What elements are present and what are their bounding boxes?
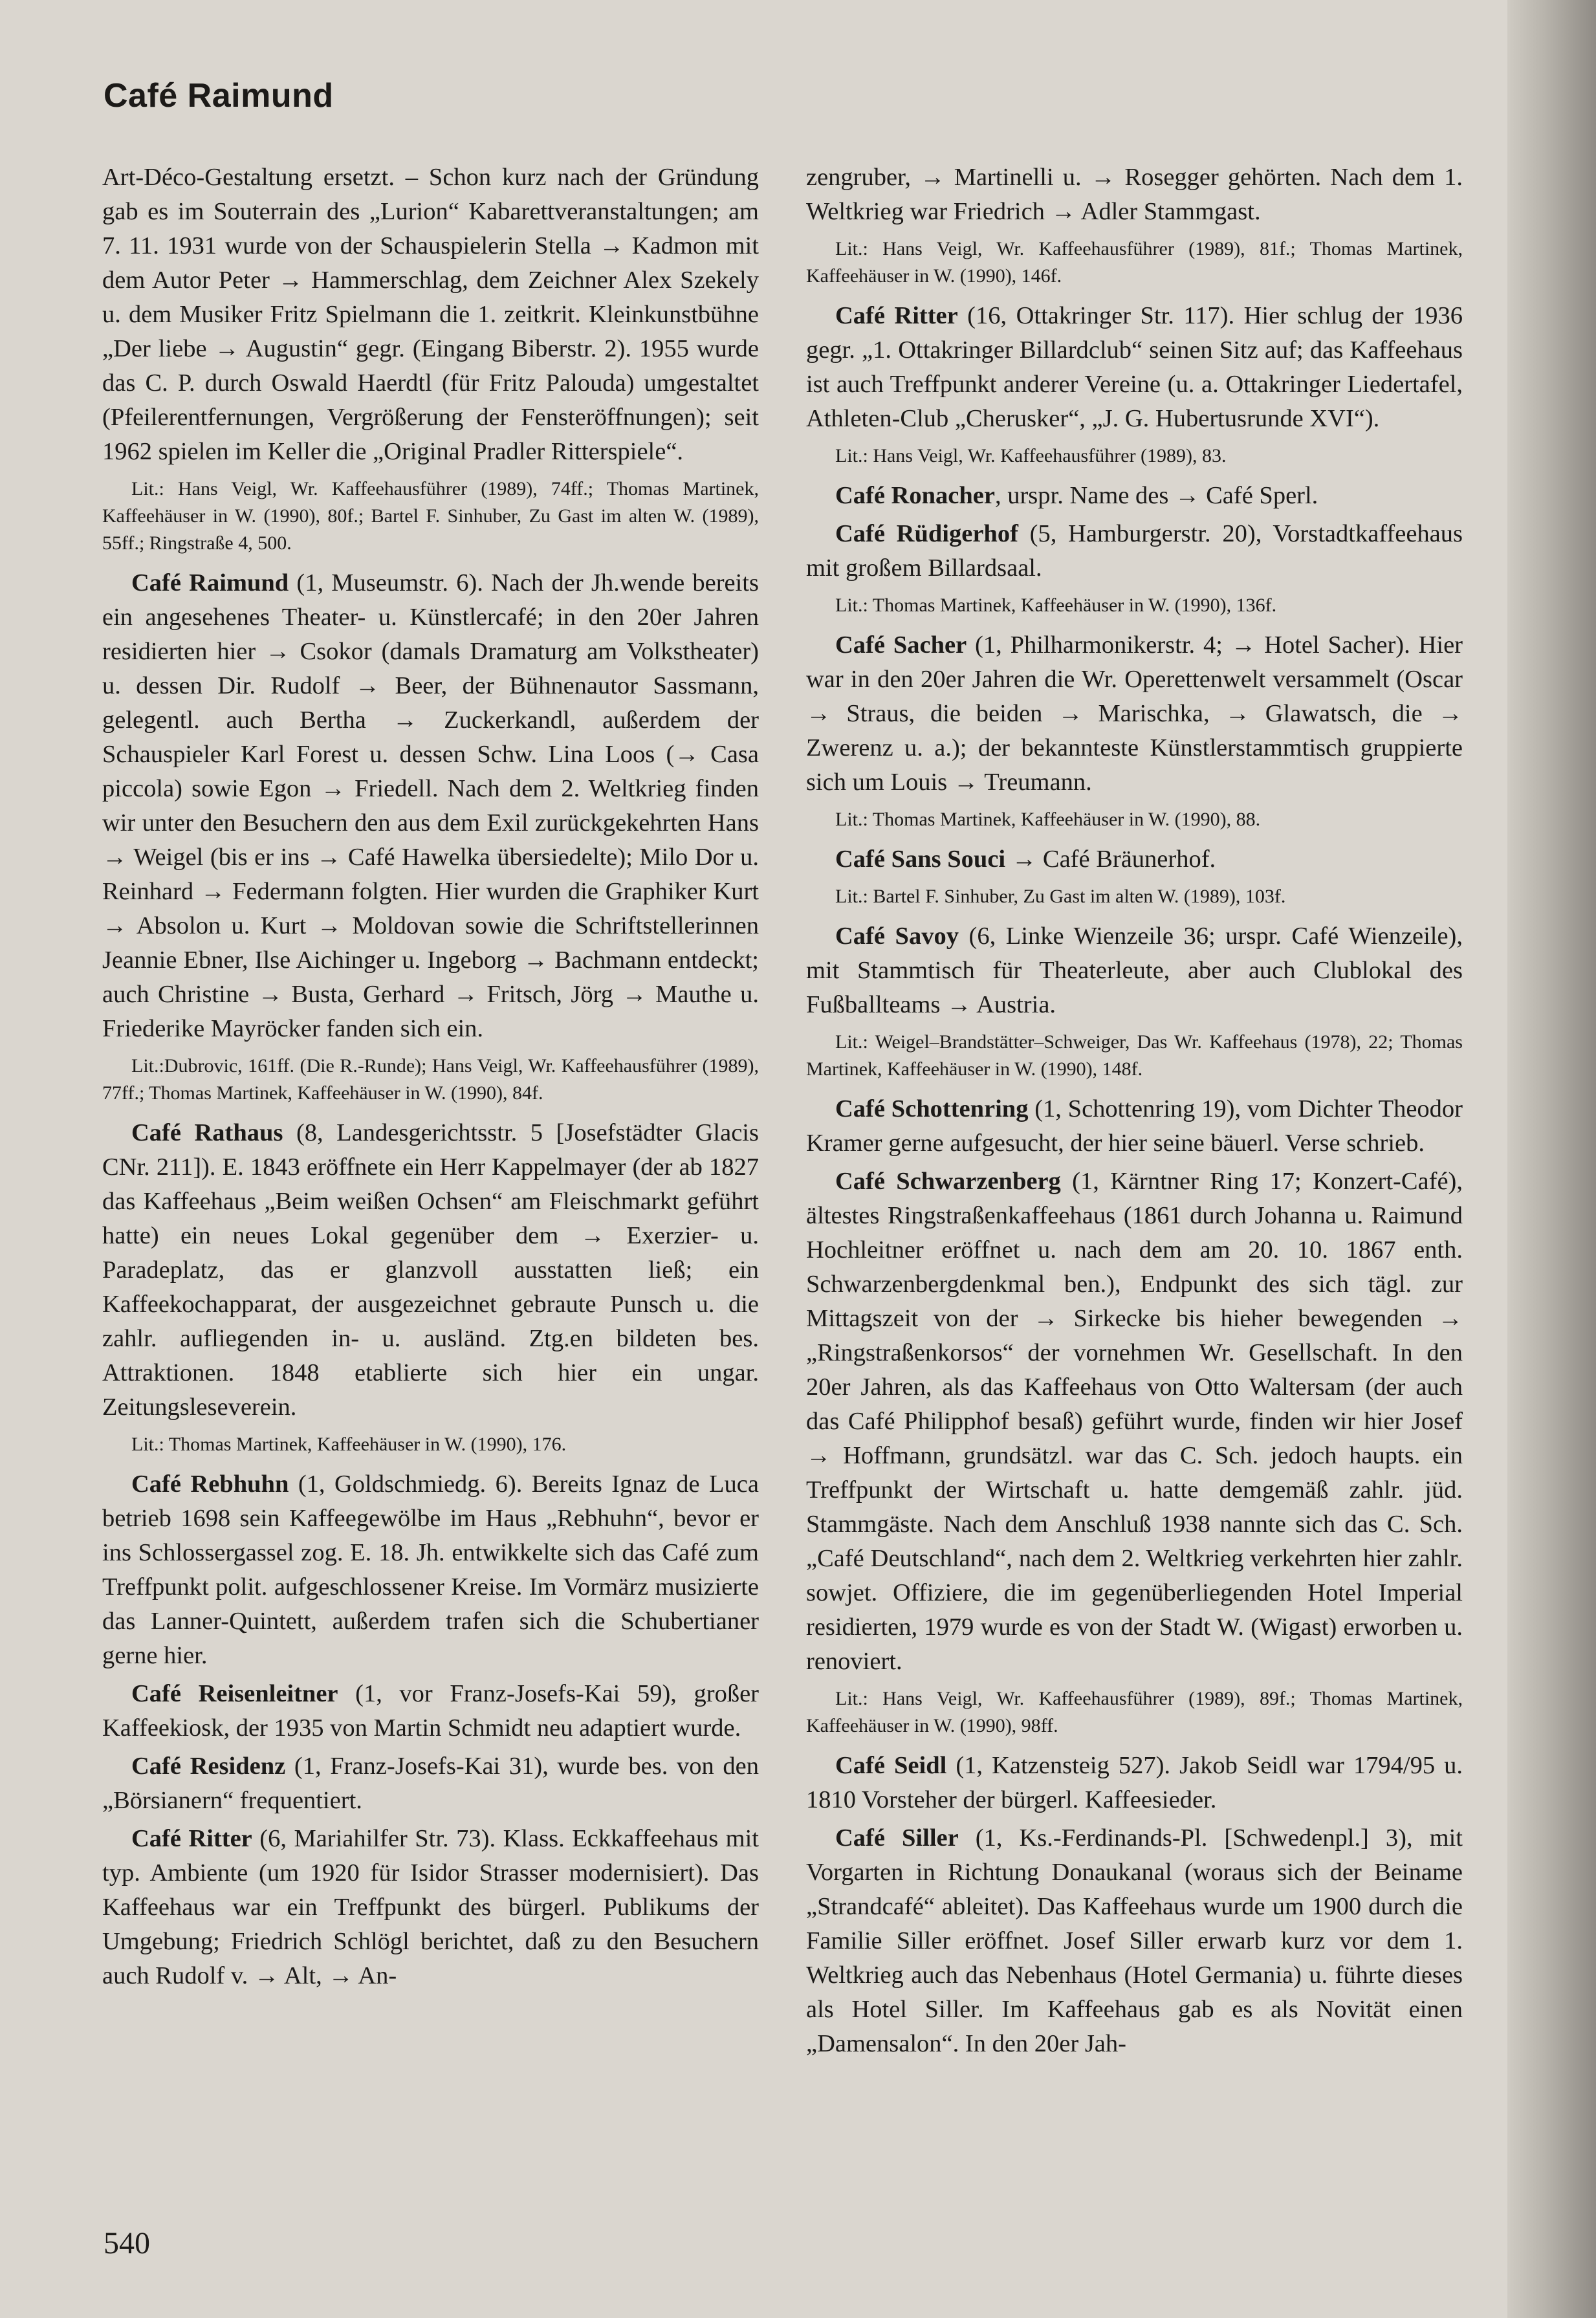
literature-reference: [806, 1685, 1463, 1740]
entry-text: Lit.: Hans Veigl, Wr. Kaffeehausführer (1989), 74ff.; Thomas Martinek, Kaffeehäuser in W. (1990), 80f.; Bartel F. Sinhuber, Zu Gast im alten W. (1989), 55ff.; Ringstraße 4, 500.: [102, 478, 759, 554]
entry-text: (6, Mariahilfer Str. 73). Klass. Eckkaffeehaus mit typ. Ambiente (um 1920 für Isidor Strasser modernisiert). Das Kaffeehaus war ein Treffpunkt des bürgerl. Publikums der Umgebung; Friedrich Schlögl berichtet, daß zu den Besuchern auch Rudolf v. → Alt, → An-: [102, 1825, 760, 1989]
running-head: Café Raimund: [104, 77, 334, 115]
lexicon-entry: [806, 919, 1463, 1022]
entry-headword: Café Residenz: [131, 1753, 286, 1780]
entry-headword: Café Schottenring: [835, 1095, 1029, 1122]
entry-headword: Café Siller: [835, 1824, 959, 1852]
entry-text: Lit.: Thomas Martinek, Kaffeehäuser in W. (1990), 88.: [835, 809, 1261, 830]
literature-reference: [806, 443, 1463, 470]
entry-headword: Café Ritter: [835, 302, 958, 329]
right-column: [806, 160, 1463, 2061]
entry-text: Lit.: Weigel–Brandstätter–Schweiger, Das Wr. Kaffeehaus (1978), 22; Thomas Martinek, Kaffeehäuser in W. (1990), 148f.: [806, 1031, 1463, 1080]
entry-text: Lit.: Thomas Martinek, Kaffeehäuser in W. (1990), 136f.: [835, 595, 1277, 616]
literature-reference: [806, 592, 1463, 619]
entry-headword: Café Ronacher: [835, 482, 995, 509]
entry-text: (1, Kärntner Ring 17; Konzert-Café), ältestes Ringstraßenkaffeehaus (1861 durch Johanna u. Raimund Hochleitner eröffnet u. nach dem am 20. 10. 1867 enth. Schwarzenbergdenkmal ben.), Endpunkt des sich tägl. zur Mittagszeit von der → Sirkecke bis hieher bewegenden → „Ringstraßenkorsos“ der vornehmen Wr. Gesellschaft. In den 20er Jahren, als das Kaffeehaus von Otto Waltersam (der auch das Café Philipphof besaß) geführt wurde, finden wir hier Josef → Hoffmann, grundsätzl. war das C. Sch. jedoch haupts. ein Treffpunkt der Wirtschaft u. hatte demgemäß zahlr. jüd. Stammgäste. Nach dem Anschluß 1938 nannte sich das C. Sch. „Café Deutschland“, nach dem 2. Weltkrieg verkehrten hier zahlr. sowjet. Offiziere, die im gegenüberliegenden Hotel Imperial residierten, 1979 wurde es von der Stadt W. (Wigast) erworben u. renoviert.: [806, 1168, 1463, 1675]
entry-headword: Café Schwarzenberg: [835, 1168, 1061, 1195]
lexicon-entry: [806, 1164, 1463, 1679]
lexicon-entry: [806, 299, 1463, 436]
entry-headword: Café Savoy: [835, 923, 959, 950]
entry-headword: Café Reisenleitner: [131, 1680, 338, 1707]
entry-text: Lit.: Hans Veigl, Wr. Kaffeehausführer (1989), 83.: [835, 445, 1227, 466]
entry-headword: Café Raimund: [131, 569, 289, 596]
entry-text: (1, Museumstr. 6). Nach der Jh.wende bereits ein angesehenes Theater- u. Künstlercafé; in den 20er Jahren residierten hier → Csokor (damals Dramaturg am Volkstheater) u. dessen Dir. Rudolf → Beer, der Bühnenautor Sassmann, gelegentl. auch Bertha → Zuckerkandl, außerdem der Schauspieler Karl Forest u. dessen Schw. Lina Loos (→ Casa piccola) sowie Egon → Friedell. Nach dem 2. Weltkrieg finden wir unter den Besuchern den aus dem Exil zurückgekehrten Hans → Weigel (bis er ins → Café Hawelka übersiedelte); Milo Dor u. Reinhard → Federmann folgten. Hier wurden die Graphiker Kurt → Absolon u. Kurt → Moldovan sowie die Schriftstellerinnen Jeannie Ebner, Ilse Aichinger u. Ingeborg → Bachmann entdeckt; auch Christine → Busta, Gerhard → Fritsch, Jörg → Mauthe u. Friederike Mayröcker fanden sich ein.: [102, 569, 759, 1042]
entry-text: Lit.: Bartel F. Sinhuber, Zu Gast im alten W. (1989), 103f.: [835, 886, 1286, 907]
lexicon-entry: [806, 1821, 1463, 2061]
literature-reference: [806, 806, 1463, 833]
page-number: 540: [104, 2226, 150, 2260]
entry-headword: Café Seidl: [835, 1752, 947, 1779]
lexicon-entry: [806, 479, 1463, 513]
entry-text: Lit.: Hans Veigl, Wr. Kaffeehausführer (1989), 89f.; Thomas Martinek, Kaffeehäuser in W. (1990), 98ff.: [806, 1688, 1463, 1736]
entry-text: (1, Philharmonikerstr. 4; → Hotel Sacher). Hier war in den 20er Jahren die Wr. Operettenwelt versammelt (Oscar → Straus, die beiden → Marischka, → Glawatsch, die → Zwerenz u. a.); der bekannteste Künstlerstammtisch gruppierte sich um Louis → Treumann.: [806, 631, 1463, 796]
lexicon-entry: [102, 1116, 759, 1425]
lexicon-entry: [102, 566, 759, 1046]
entry-text: (1, Schottenring 19), vom Dichter Theodor Kramer gerne aufgesucht, der hier seine bäuerl. Verse schrieb.: [806, 1095, 1463, 1157]
literature-reference: [806, 1029, 1463, 1083]
entry-text: (1, Goldschmiedg. 6). Bereits Ignaz de Luca betrieb 1698 sein Kaffeegewölbe im Haus „Rebhuhn“, bevor er ins Schlossergassel zog. E. 18. Jh. entwikkelte sich das Café zum Treffpunkt polit. aufgeschlossener Kreise. Im Vormärz musizierte das Lanner-Quintett, außerdem trafen sich die Schubertianer gerne hier.: [102, 1471, 759, 1669]
entry-continuation: [102, 160, 759, 469]
lexicon-entry: [806, 842, 1463, 877]
left-column: [102, 160, 759, 1993]
entry-text: zengruber, → Martinelli u. → Rosegger gehörten. Nach dem 1. Weltkrieg war Friedrich → Adler Stammgast.: [806, 164, 1463, 225]
lexicon-entry: [806, 628, 1463, 800]
page-edge-shadow: [1507, 0, 1596, 2318]
entry-text: (1, Franz-Josefs-Kai 31), wurde bes. von den „Börsianern“ frequentiert.: [102, 1753, 759, 1814]
lexicon-entry: [102, 1677, 759, 1745]
entry-headword: Café Rathaus: [131, 1119, 283, 1146]
entry-text: (8, Landesgerichtsstr. 5 [Josefstädter Glacis CNr. 211]). E. 1843 eröffnete ein Herr Kappelmayer (der ab 1827 das Kaffeehaus „Beim weißen Ochsen“ am Fleischmarkt geführt hatte) ein neues Lokal gegenüber dem → Exerzier- u. Paradeplatz, das er glanzvoll ausstatten ließ; ein Kaffeekochapparat, der ausgezeichnet gebraute Punsch u. die zahlr. aufliegenden in- u. ausländ. Ztg.en bildeten bes. Attraktionen. 1848 etablierte sich hier ein ungar. Zeitungsleseverein.: [102, 1119, 759, 1421]
entry-text: (1, vor Franz-Josefs-Kai 59), großer Kaffeekiosk, der 1935 von Martin Schmidt neu adaptiert wurde.: [102, 1680, 759, 1742]
lexicon-entry: [806, 517, 1463, 585]
lexicon-entry: [102, 1822, 759, 1993]
lexicon-entry: [102, 1467, 759, 1673]
entry-headword: Café Ritter: [131, 1825, 252, 1852]
entry-headword: Café Sacher: [835, 631, 967, 659]
literature-reference: [806, 235, 1463, 290]
entry-text: → Café Bräunerhof.: [1005, 846, 1216, 873]
entry-continuation: [806, 160, 1463, 229]
entry-text: (1, Katzensteig 527). Jakob Seidl war 1794/95 u. 1810 Vorsteher der bürgerl. Kaffeesieder.: [806, 1752, 1463, 1813]
entry-text: (1, Ks.-Ferdinands-Pl. [Schwedenpl.] 3), mit Vorgarten in Richtung Donaukanal (woraus sich der Beiname „Strandcafé“ ableitet). Das Kaffeehaus wurde um 1900 durch die Familie Siller eröffnet. Josef Siller erwarb kurz vor dem 1. Weltkrieg auch das Nebenhaus (Hotel Germania) u. führte dieses als Hotel Siller. Im Kaffeehaus gab es als Novität einen „Damensalon“. In den 20er Jah-: [806, 1824, 1463, 2057]
lexicon-entry: [806, 1092, 1463, 1161]
entry-headword: Café Sans Souci: [835, 846, 1006, 873]
entry-headword: Café Rüdigerhof: [835, 520, 1018, 547]
entry-text: , urspr. Name des → Café Sperl.: [994, 482, 1318, 509]
lexicon-entry: [806, 1749, 1463, 1817]
entry-text: (16, Ottakringer Str. 117). Hier schlug der 1936 gegr. „1. Ottakringer Billardclub“ seinen Sitz auf; das Kaffeehaus ist auch Treffpunkt anderer Vereine (u. a. Ottakringer Liedertafel, Athleten-Club „Cherusker“, „J. G. Hubertusrunde XVI“).: [806, 302, 1463, 432]
literature-reference: [102, 1053, 759, 1107]
entry-text: Lit.:Dubrovic, 161ff. (Die R.-Runde); Hans Veigl, Wr. Kaffeehausführer (1989), 77ff.; Thomas Martinek, Kaffeehäuser in W. (1990), 84f.: [102, 1055, 759, 1104]
lexicon-entry: [102, 1749, 759, 1818]
literature-reference: [806, 883, 1463, 910]
literature-reference: [102, 476, 759, 557]
literature-reference: [102, 1431, 759, 1458]
entry-text: Art-Déco-Gestaltung ersetzt. – Schon kurz nach der Gründung gab es im Souterrain des „Lurion“ Kabarettveranstaltungen; am 7. 11. 1931 wurde von der Schauspielerin Stella → Kadmon mit dem Autor Peter → Hammerschlag, dem Zeichner Alex Szekely u. dem Musiker Fritz Spielmann die 1. zeitkrit. Kleinkunstbühne „Der liebe → Augustin“ gegr. (Eingang Biberstr. 2). 1955 wurde das C. P. durch Oswald Haerdtl (für Fritz Palouda) umgestaltet (Pfeilerentfernungen, Vergrößerung der Fensteröffnungen); seit 1962 spielen im Keller die „Original Pradler Ritterspiele“.: [102, 164, 759, 465]
entry-text: Lit.: Hans Veigl, Wr. Kaffeehausführer (1989), 81f.; Thomas Martinek, Kaffeehäuser in W. (1990), 146f.: [806, 238, 1463, 287]
entry-text: (6, Linke Wienzeile 36; urspr. Café Wienzeile), mit Stammtisch für Theaterleute, aber auch Clublokal des Fußballteams → Austria.: [806, 923, 1463, 1018]
entry-text: Lit.: Thomas Martinek, Kaffeehäuser in W. (1990), 176.: [131, 1434, 567, 1455]
entry-headword: Café Rebhuhn: [131, 1471, 289, 1498]
entry-text: (5, Hamburgerstr. 20), Vorstadtkaffeehaus mit großem Billardsaal.: [806, 520, 1463, 582]
